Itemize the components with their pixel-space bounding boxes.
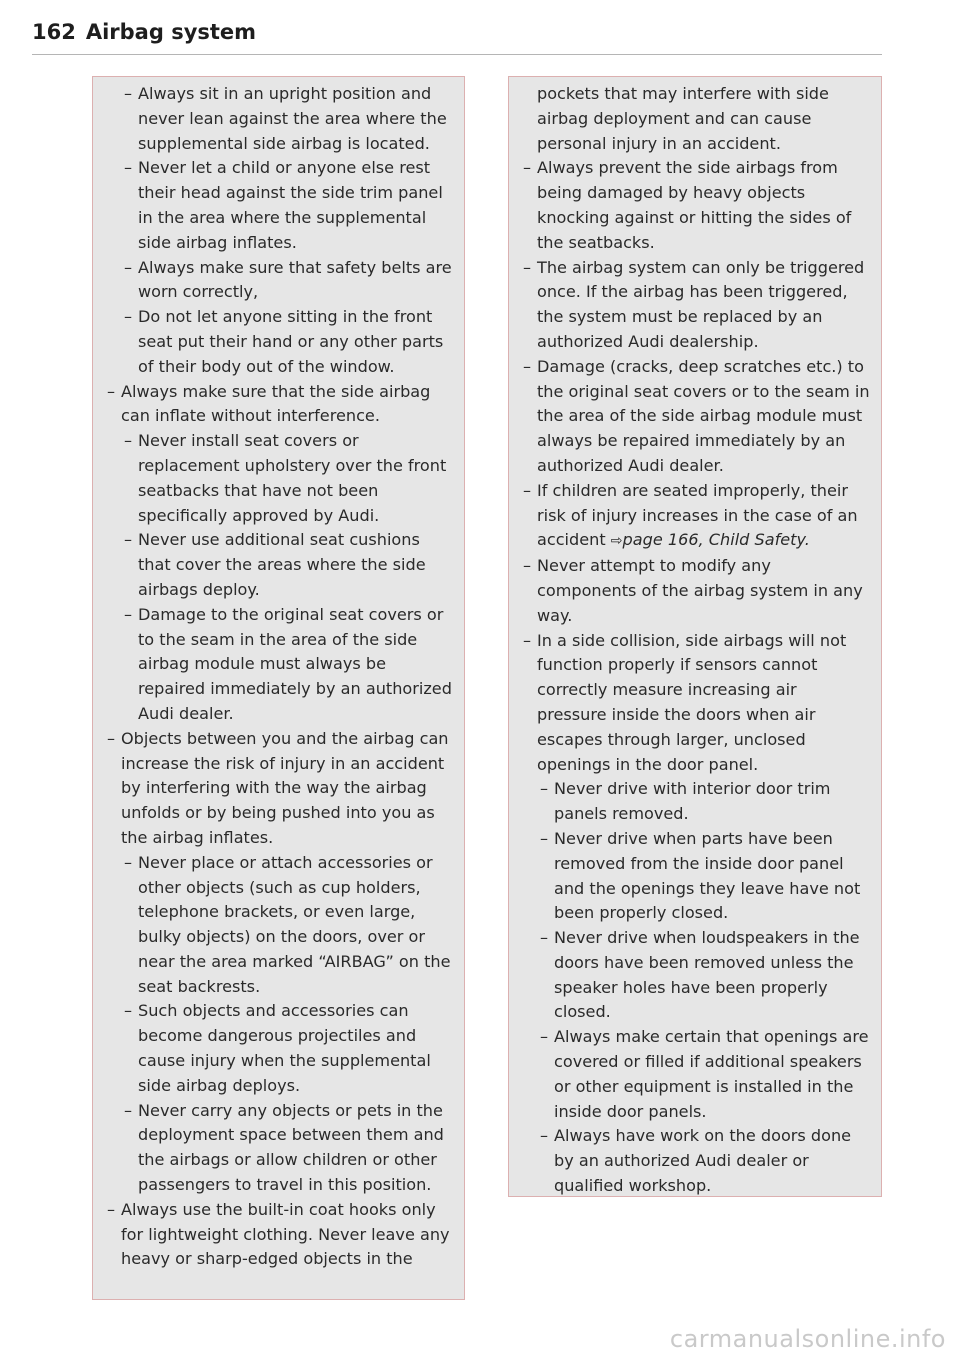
list-item-text: Never install seat covers or replacement upholstery over the front seatbacks that have not been specifically approved by Audi. — [138, 431, 447, 525]
list-item-text: Always make sure that the side airbag can inflate without interference. — [121, 381, 431, 426]
list-item — [523, 629, 871, 778]
list-item — [107, 999, 454, 1098]
list-item — [523, 479, 871, 554]
list-item-text: Always have work on the doors done by an authorized Audi dealer or qualified workshop. — [554, 1126, 852, 1196]
list-item — [107, 603, 454, 727]
list-item — [107, 727, 454, 851]
list-item — [107, 305, 454, 379]
list-item — [107, 256, 454, 306]
list-item-text: Always prevent the side airbags from being damaged by heavy objects knocking against or hitting the sides of the seatbacks. — [537, 158, 852, 252]
list-item-text: Never attempt to modify any components of the airbag system in any way. — [537, 556, 863, 625]
page-number: 162 — [32, 20, 76, 44]
list-item — [523, 355, 871, 479]
list-item — [107, 82, 454, 156]
continuation-text: pockets that may interfere with side airbag deployment and can cause personal injury in an accident. — [537, 84, 829, 153]
list-item-text: Always use the built-in coat hooks only for lightweight clothing. Never leave any heavy or sharp-edged objects in the — [121, 1199, 450, 1269]
list-item — [523, 777, 871, 827]
list-item-text: Always sit in an upright position and never lean against the area where the supplemental side airbag is located. — [138, 84, 447, 153]
list-item-text: Never drive when loudspeakers in the doors have been removed unless the speaker holes have been properly closed. — [554, 928, 860, 1022]
list-item-text: Never let a child or anyone else rest their head against the side trim panel in the area where the supplemental side airbag inflates. — [138, 158, 443, 252]
list-item — [523, 827, 871, 926]
list-item-text: Never drive with interior door trim panels removed. — [554, 779, 831, 824]
arrow-right-icon: ⇨ — [610, 533, 623, 550]
list-item-text: Damage (cracks, deep scratches etc.) to the original seat covers or to the seam in the area of the side airbag module must always be repaired immediately by an authorized Audi dealer. — [537, 356, 870, 475]
list-item-text: Damage to the original seat covers or to the seam in the area of the side airbag module must always be repaired immediately by an authorized Audi dealer. — [138, 604, 452, 723]
warning-list-right — [523, 82, 871, 1199]
list-item-text: Never carry any objects or pets in the deployment space between them and the airbags or allow children or other passengers to travel in this position. — [138, 1100, 444, 1195]
list-item — [523, 1025, 871, 1124]
cross-reference-link[interactable] — [606, 530, 810, 549]
list-item-text: The airbag system can only be triggered once. If the airbag has been triggered, the system must be replaced by an authorized Audi dealership. — [537, 257, 865, 351]
list-item — [523, 554, 871, 628]
list-item — [107, 429, 454, 528]
list-item — [523, 926, 871, 1025]
list-item — [107, 1198, 454, 1272]
warning-box-left — [92, 76, 465, 1300]
list-item-text: Do not let anyone sitting in the front seat put their hand or any other parts of their body out of the window. — [138, 307, 444, 376]
list-item-text: Such objects and accessories can become dangerous projectiles and cause injury when the supplemental side airbag deploys. — [138, 1001, 431, 1095]
list-item — [523, 256, 871, 355]
warning-box-right — [508, 76, 882, 1197]
list-item-text: Always make sure that safety belts are worn correctly, — [138, 257, 452, 302]
list-item — [523, 1124, 871, 1198]
warning-list-left — [107, 82, 454, 1272]
list-item — [523, 156, 871, 255]
list-item-text: If children are seated improperly, their risk of injury increases in the case of an accident — [537, 480, 858, 550]
list-item-text: Never use additional seat cushions that cover the areas where the side airbags deploy. — [138, 530, 426, 599]
list-item-text: Objects between you and the airbag can increase the risk of injury in an accident by interfering with the way the airbag unfolds or by being pushed into you as the airbag inflates. — [121, 728, 449, 847]
cross-reference-punct: . — [804, 530, 810, 550]
watermark-text: carmanualsonline.info — [669, 1325, 946, 1353]
page-header — [32, 20, 882, 55]
list-item-text: Never place or attach accessories or other objects (such as cup holders, telephone brackets, or even large, bulky objects) on the doors, over or near the area marked “AIRBAG” on the seat backrests. — [138, 852, 451, 996]
section-title: Airbag system — [85, 20, 257, 44]
list-item-text: Never drive when parts have been removed from the inside door panel and the openings they leave have not been properly closed. — [554, 828, 861, 923]
list-item — [107, 851, 454, 1000]
list-item — [107, 528, 454, 602]
cross-reference-text: page 166, Child Safety — [622, 530, 805, 550]
list-item — [107, 156, 454, 255]
list-item — [107, 1099, 454, 1198]
list-item — [107, 380, 454, 430]
list-item-text: Always make certain that openings are covered or filled if additional speakers or other equipment is installed in the inside door panels. — [554, 1027, 869, 1121]
list-item-text: In a side collision, side airbags will not function properly if sensors cannot correctly measure increasing air pressure inside the doors when air escapes through larger, unclosed openings in the door panel. — [537, 630, 847, 774]
